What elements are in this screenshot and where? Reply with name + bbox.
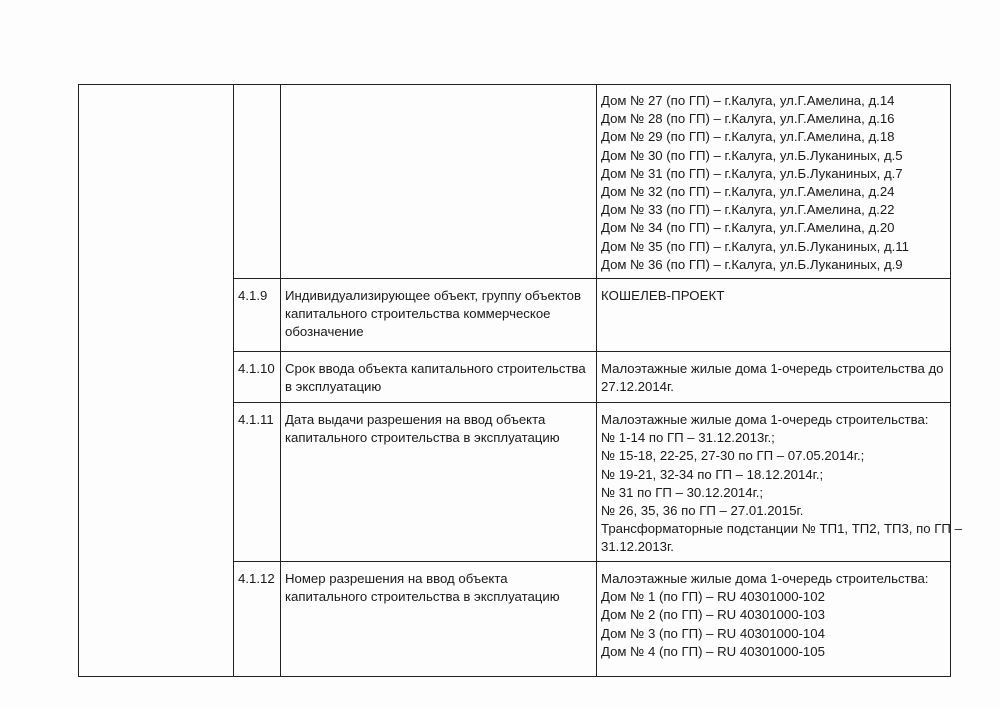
house-list-cell [597, 85, 951, 279]
house-line: Дом № 30 (по ГП) – г.Калуга, ул.Б.Луканиных, д.5 [601, 147, 903, 163]
house-line: Дом № 32 (по ГП) – г.Калуга, ул.Г.Амелина, д.24 [601, 184, 895, 200]
table-row-continuation [79, 85, 951, 279]
section-cell [79, 85, 234, 677]
item-value: Малоэтажные жилые дома 1-очередь строительства: № 1-14 по ГП – 31.12.2013г.; № 15-18, 22-25, 27-30 по ГП – 07.05.2014г.; № 19-21, 32-34 по ГП – 18.12.2014г.; № 31 по ГП – 30.12.2014г.; № 26, 35, 36 по ГП – 27.01.2015г. Трансформаторные подстанции № ТП1, ТП2, ТП3, по ГП – 31.12.2013г. [597, 403, 951, 562]
item-description: Номер разрешения на ввод объекта капитального строительства в эксплуатацию [281, 562, 597, 677]
description-cell [281, 85, 597, 279]
item-value: Малоэтажные жилые дома 1-очередь строительства: Дом № 1 (по ГП) – RU 40301000-102 Дом № 2 (по ГП) – RU 40301000-103 Дом № 3 (по ГП) – RU 40301000-104 Дом № 4 (по ГП) – RU 40301000-105 [597, 562, 951, 677]
item-description: Дата выдачи разрешения на ввод объекта капитального строительства в эксплуатацию [281, 403, 597, 562]
house-line: Дом № 36 (по ГП) – г.Калуга, ул.Б.Луканиных, д.9 [601, 256, 903, 272]
house-line: Дом № 28 (по ГП) – г.Калуга, ул.Г.Амелина, д.16 [601, 111, 895, 127]
number-cell [234, 85, 281, 279]
item-value: Малоэтажные жилые дома 1-очередь строительства до 27.12.2014г. [597, 352, 951, 403]
house-line: Дом № 29 (по ГП) – г.Калуга, ул.Г.Амелина, д.18 [601, 129, 895, 145]
house-line: Дом № 27 (по ГП) – г.Калуга, ул.Г.Амелина, д.14 [601, 93, 895, 108]
house-line: Дом № 35 (по ГП) – г.Калуга, ул.Б.Луканиных, д.11 [601, 238, 909, 254]
item-number: 4.1.12 [234, 562, 281, 677]
item-description: Индивидуализирующее объект, группу объектов капитального строительства коммерческое обозначение [281, 279, 597, 352]
item-number: 4.1.10 [234, 352, 281, 403]
house-line: Дом № 31 (по ГП) – г.Калуга, ул.Б.Луканиных, д.7 [601, 165, 903, 181]
item-value: КОШЕЛЕВ-ПРОЕКТ [597, 279, 951, 352]
item-number: 4.1.11 [234, 403, 281, 562]
house-line: Дом № 33 (по ГП) – г.Калуга, ул.Г.Амелина, д.22 [601, 202, 895, 218]
item-description: Срок ввода объекта капитального строительства в эксплуатацию [281, 352, 597, 403]
info-table [78, 84, 962, 677]
house-line: Дом № 34 (по ГП) – г.Калуга, ул.Г.Амелина, д.20 [601, 220, 895, 236]
item-number: 4.1.9 [234, 279, 281, 352]
